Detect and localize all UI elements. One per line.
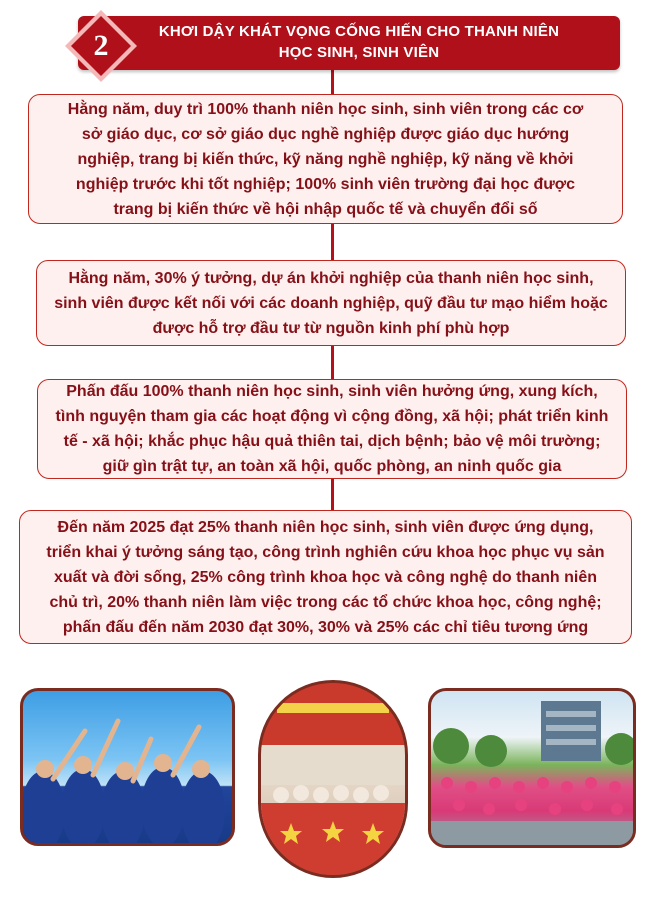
goal-text-4	[46, 515, 604, 640]
goal-box-2	[36, 260, 626, 346]
students-ceremony-photo	[258, 680, 408, 878]
students-ceremony-photo-scene	[261, 683, 405, 875]
goal-4-line: triển khai ý tưởng sáng tạo, công trình nghiên cứu khoa học phục vụ sản	[46, 543, 605, 561]
goal-3-line: giữ gìn trật tự, an toàn xã hội, quốc phòng, an ninh quốc gia	[102, 458, 562, 475]
goal-3-line: tế - xã hội; khắc phục hậu quả thiên tai, dịch bệnh; bảo vệ môi trường;	[63, 433, 601, 450]
goal-box-3	[37, 379, 627, 479]
section-title-line-2: HỌC SINH, SINH VIÊN	[278, 44, 440, 61]
goal-3-line: Phấn đấu 100% thanh niên học sinh, sinh viên hưởng ứng, xung kích,	[66, 383, 598, 400]
goal-box-1	[28, 94, 623, 224]
goal-1-line: nghiệp, trang bị kiến thức, kỹ năng nghề nghiệp, kỹ năng về khởi	[77, 150, 574, 168]
youth-union-photo-scene	[23, 691, 232, 843]
goal-1-line: trang bị kiến thức về hội nhập quốc tế và chuyển đổi số	[113, 200, 538, 218]
goal-1-line: Hằng năm, duy trì 100% thanh niên học sinh, sinh viên trong các cơ	[67, 100, 584, 118]
mass-gymnastics-photo-scene	[431, 691, 633, 845]
goal-4-line: chủ trì, 20% thanh niên làm việc trong các tổ chức khoa học, công nghệ;	[49, 593, 602, 611]
goal-2-line: được hỗ trợ đầu tư từ nguồn kinh phí phù hợp	[152, 319, 510, 337]
goal-4-line: xuất và đời sống, 25% công trình khoa học và công nghệ do thanh niên	[54, 568, 597, 586]
section-title-line-1: KHƠI DẬY KHÁT VỌNG CỐNG HIẾN CHO THANH NIÊN	[158, 23, 560, 40]
goal-text-1	[68, 97, 583, 222]
goal-2-line: Hằng năm, 30% ý tưởng, dự án khởi nghiệp của thanh niên học sinh,	[68, 269, 594, 287]
section-number-badge	[63, 8, 139, 84]
goal-1-line: nghiệp trước khi tốt nghiệp; 100% sinh viên trường đại học được	[75, 175, 576, 193]
goal-1-line: sở giáo dục, cơ sở giáo dục nghề nghiệp được giáo dục hướng	[81, 125, 570, 143]
goal-2-line: sinh viên được kết nối với các doanh nghiệp, quỹ đầu tư mạo hiểm hoặc	[54, 294, 608, 312]
goal-4-line: phấn đấu đến năm 2030 đạt 30%, 30% và 25% các chỉ tiêu tương ứng	[62, 618, 589, 636]
goal-text-2	[54, 266, 608, 341]
section-banner	[78, 16, 620, 70]
youth-union-photo	[20, 688, 235, 846]
goal-4-line: Đến năm 2025 đạt 25% thanh niên học sinh, sinh viên được ứng dụng,	[57, 518, 594, 536]
mass-gymnastics-photo	[428, 688, 636, 848]
section-number: 2	[93, 29, 109, 62]
goal-box-4	[19, 510, 632, 644]
goal-text-3	[56, 379, 609, 479]
section-title	[110, 21, 608, 63]
goal-3-line: tình nguyện tham gia các hoạt động vì cộng đồng, xã hội; phát triển kinh	[55, 408, 609, 425]
